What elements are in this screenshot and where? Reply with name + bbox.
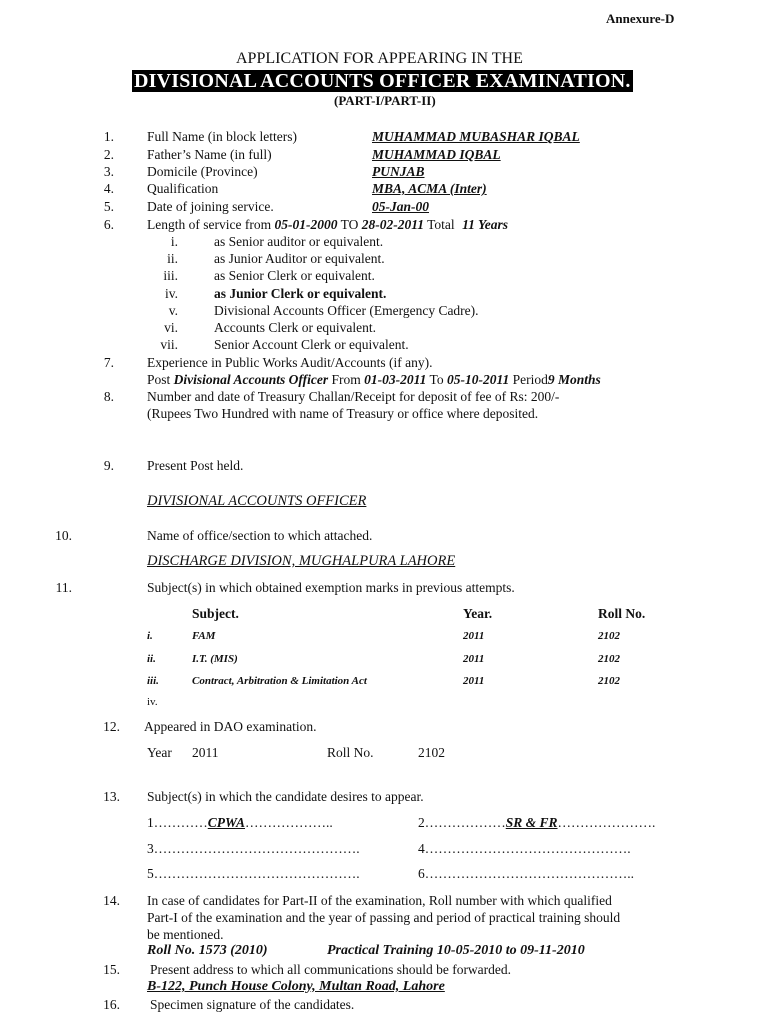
appear-subject-2-value: SR & FR [505, 815, 558, 830]
service-item-rn: iv. [165, 286, 178, 301]
service-item-text: as Senior Clerk or equivalent. [214, 268, 375, 283]
field-3-value: PUNJAB [372, 164, 425, 179]
dao-year: 2011 [192, 745, 219, 760]
appear-subject-3 [147, 841, 360, 857]
address-number: 15. [103, 962, 120, 977]
office-number: 10. [55, 528, 72, 543]
experience-detail [147, 372, 601, 388]
service-number: 6. [103, 217, 114, 232]
exemption-number: 11. [55, 580, 72, 595]
service-item-rn: vii. [160, 337, 178, 352]
part2-line-1: In case of candidates for Part-II of the examination, Roll number with which qualified [147, 893, 612, 908]
present-post-label: Present Post held. [147, 458, 244, 473]
appear-subject-3-num: 3 [147, 841, 154, 856]
service-line [147, 217, 508, 233]
field-1-value: MUHAMMAD MUBASHAR IQBAL [372, 129, 580, 144]
office-label: Name of office/section to which attached. [147, 528, 373, 543]
challan-line-1: Number and date of Treasury Challan/Receipt for deposit of fee of Rs: 200/- [147, 389, 560, 404]
experience-period: 9 Months [547, 372, 601, 387]
appear-subject-1-dots-trail: ……………….. [245, 815, 333, 830]
challan-number: 8. [103, 389, 114, 404]
exemption-row-subject: Contract, Arbitration & Limitation Act [192, 675, 367, 687]
part2-number: 14. [103, 893, 120, 908]
dao-number: 12. [103, 719, 120, 734]
experience-from-word: From [331, 372, 361, 387]
part2-training: Practical Training 10-05-2010 to 09-11-2010 [327, 943, 585, 958]
service-label: Length of service from [147, 217, 272, 232]
service-to: 28-02-2011 [361, 217, 424, 232]
service-item-text: as Junior Clerk or equivalent. [214, 286, 387, 301]
field-1-label: Full Name (in block letters) [147, 129, 297, 144]
signature-label: Specimen signature of the candidates. [150, 997, 355, 1012]
appear-subject-2-dots-trail: …………………. [557, 815, 656, 830]
service-item-rn: iii. [163, 268, 178, 283]
service-item-rn: i. [170, 234, 178, 249]
field-2-label: Father’s Name (in full) [147, 147, 272, 162]
appear-subject-1 [147, 815, 333, 831]
appear-subject-5-dots: ………………………………………. [153, 866, 360, 881]
appear-subject-6-dots: ……………………………………….. [424, 866, 634, 881]
field-3-label: Domicile (Province) [147, 164, 258, 179]
appear-subject-1-dots: ………… [153, 815, 208, 830]
exemption-header-subject: Subject. [192, 606, 239, 621]
appear-subject-2-dots: ……………… [424, 815, 506, 830]
address-label: Present address to which all communications should be forwarded. [150, 962, 512, 977]
dao-label: Appeared in DAO examination. [144, 719, 317, 734]
field-5-value: 05-Jan-00 [372, 199, 429, 214]
present-post-number: 9. [103, 458, 114, 473]
field-3-number: 3. [103, 164, 114, 179]
signature-number: 16. [103, 997, 120, 1012]
exemption-row-roll: 2102 [598, 630, 620, 642]
part2-line-2: Part-I of the examination and the year of passing and period of practical training should [147, 910, 621, 925]
appear-subject-5 [147, 866, 360, 882]
heading-title-text: DIVISIONAL ACCOUNTS OFFICER EXAMINATION. [134, 70, 631, 92]
annexure-label: Annexure-D [606, 11, 675, 26]
exemption-header-roll: Roll No. [598, 606, 646, 621]
appear-subject-2-num: 2 [418, 815, 425, 830]
service-item-text: Senior Account Clerk or equivalent. [214, 337, 409, 352]
appear-subject-1-value: CPWA [207, 815, 246, 830]
exemption-label: Subject(s) in which obtained exemption marks in previous attempts. [147, 580, 515, 595]
experience-number: 7. [103, 355, 114, 370]
service-item-rn: vi. [164, 320, 178, 335]
exemption-row-iv: iv. [147, 696, 158, 708]
dao-roll: 2102 [418, 745, 445, 760]
experience-to: 05-10-2011 [446, 372, 510, 387]
experience-from: 01-03-2011 [364, 372, 427, 387]
appear-label: Subject(s) in which the candidate desires to appear. [147, 789, 424, 804]
field-4-number: 4. [103, 181, 114, 196]
field-4-label: Qualification [147, 181, 219, 196]
appear-subject-4 [418, 841, 631, 857]
exemption-row-subject: FAM [192, 630, 216, 642]
exemption-row-year: 2011 [463, 630, 485, 642]
exemption-row-year: 2011 [463, 653, 485, 665]
dao-year-label: Year [147, 745, 172, 760]
field-5-label: Date of joining service. [147, 199, 274, 214]
appear-subject-6-num: 6 [418, 866, 425, 881]
experience-period-word: Period [512, 372, 548, 387]
service-item-rn: ii. [167, 251, 178, 266]
exemption-row-year: 2011 [463, 675, 485, 687]
appear-subject-4-dots: ………………………………………. [424, 841, 631, 856]
present-post-value: DIVISIONAL ACCOUNTS OFFICER [147, 493, 367, 509]
address-value: B-122, Punch House Colony, Multan Road, Lahore [147, 979, 445, 994]
exemption-row-rn: ii. [147, 653, 156, 665]
service-from: 05-01-2000 [274, 217, 338, 232]
appear-number: 13. [103, 789, 120, 804]
appear-subject-4-num: 4 [418, 841, 425, 856]
exemption-row-roll: 2102 [598, 675, 620, 687]
field-4-value: MBA, ACMA (Inter) [372, 181, 487, 196]
appear-subject-1-num: 1 [147, 815, 154, 830]
heading-title [132, 70, 633, 93]
exemption-row-rn: iii. [147, 675, 159, 687]
exemption-header-year: Year. [463, 606, 493, 621]
part2-line-3: be mentioned. [147, 927, 224, 942]
field-2-value: MUHAMMAD IQBAL [372, 147, 501, 162]
heading-line-1: APPLICATION FOR APPEARING IN THE [236, 50, 523, 67]
service-item-text: as Junior Auditor or equivalent. [214, 251, 385, 266]
experience-label: Experience in Public Works Audit/Accounts (if any). [147, 355, 433, 370]
heading-part: (PART-I/PART-II) [334, 93, 436, 108]
appear-subject-3-dots: ………………………………………. [153, 841, 360, 856]
service-item-rn: v. [168, 303, 178, 318]
exemption-row-roll: 2102 [598, 653, 620, 665]
service-to-word: TO [340, 217, 359, 232]
appear-subject-5-num: 5 [147, 866, 154, 881]
service-total: 11 Years [462, 217, 508, 232]
service-item-text: Divisional Accounts Officer (Emergency Cadre). [214, 303, 479, 318]
challan-line-2: (Rupees Two Hundred with name of Treasury or office where deposited. [147, 406, 539, 421]
field-2-number: 2. [103, 147, 114, 162]
appear-subject-6 [418, 866, 634, 882]
office-value: DISCHARGE DIVISION, MUGHALPURA LAHORE [147, 553, 456, 569]
field-5-number: 5. [103, 199, 114, 214]
exemption-row-rn: i. [147, 630, 153, 642]
field-1-number: 1. [103, 129, 114, 144]
experience-post: Divisional Accounts Officer [173, 372, 329, 387]
experience-to-word: To [429, 372, 444, 387]
exemption-row-subject: I.T. (MIS) [192, 653, 238, 665]
experience-post-word: Post [147, 372, 171, 387]
service-item-text: Accounts Clerk or equivalent. [214, 320, 376, 335]
dao-roll-label: Roll No. [327, 745, 374, 760]
appear-subject-2 [418, 815, 655, 831]
service-item-text: as Senior auditor or equivalent. [214, 234, 384, 249]
part2-roll: Roll No. 1573 (2010) [147, 943, 268, 958]
service-total-word: Total [427, 217, 455, 232]
